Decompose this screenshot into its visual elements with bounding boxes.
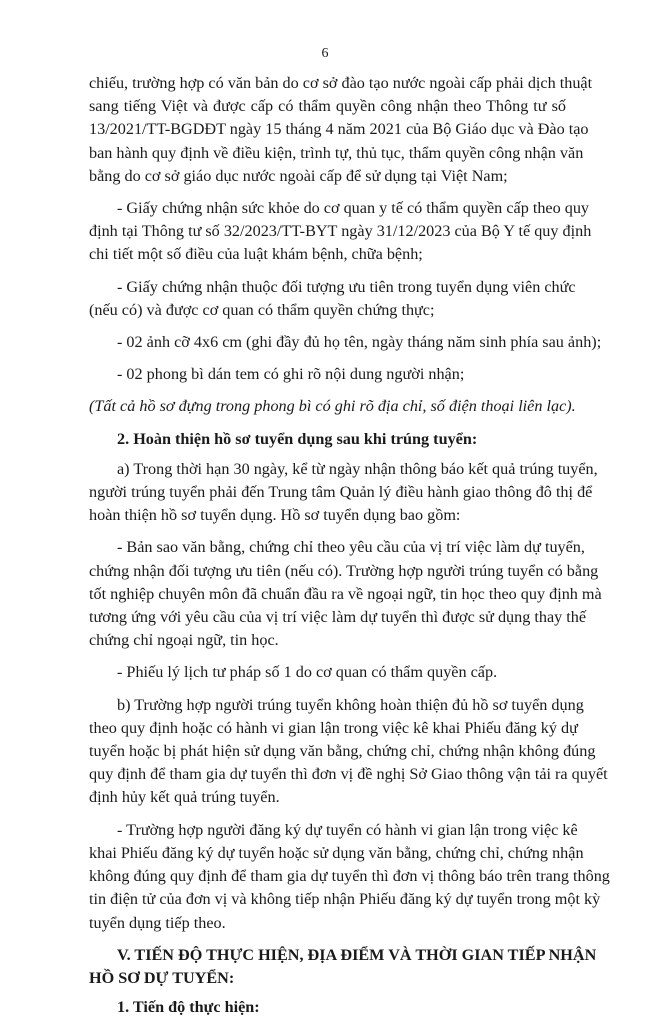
text-line: b) Trường hợp người trúng tuyển không hoàn thiện đủ hồ sơ tuyển dụng (117, 695, 584, 714)
text-line: hoàn thiện hồ sơ tuyển dụng. Hồ sơ tuyển dụng bao gồm: (89, 506, 461, 525)
body-paragraph (89, 197, 592, 267)
text-line: 2. Hoàn thiện hồ sơ tuyển dụng sau khi trúng tuyển: (117, 429, 478, 448)
text-line: - 02 phong bì dán tem có ghi rõ nội dung người nhận; (117, 365, 465, 384)
text-line: - Giấy chứng nhận sức khỏe do cơ quan y tế có thẩm quyền cấp theo quy (117, 199, 590, 218)
body-paragraph (89, 72, 593, 188)
text-line: chứng chỉ ngoại ngữ, tin học. (89, 631, 279, 650)
text-line: bằng do cơ sở giáo dục nước ngoài cấp để sử dụng tại Việt Nam; (89, 166, 508, 185)
subsection-heading (89, 996, 566, 1019)
text-line: - Trường hợp người đăng ký dự tuyển có hành vi gian lận trong việc kê (117, 820, 578, 839)
body-paragraph (89, 331, 602, 354)
text-line: định hủy kết quả trúng tuyển. (89, 788, 280, 807)
body-paragraph (89, 276, 576, 322)
text-line: 13/2021/TT-BGDĐT ngày 15 tháng 4 năm 2021 của Bộ Giáo dục và Đào tạo (89, 120, 589, 139)
subsection-heading (89, 428, 566, 451)
text-line: 1. Tiến độ thực hiện: (117, 998, 260, 1017)
text-line: định tại Thông tư số 32/2023/TT-BYT ngày 31/12/2023 của Bộ Y tế quy định (89, 222, 592, 241)
text-line: không đúng quy định để tham gia dự tuyển thì đơn vị thông báo trên trang thông (89, 867, 610, 886)
text-line: tuyển hoặc bị phát hiện sử dụng văn bằng, chứng chỉ, chứng nhận không đúng (89, 742, 596, 761)
text-line: (nếu có) và được cơ quan có thẩm quyền chứng thực; (89, 300, 435, 319)
text-line: (Tất cả hồ sơ đựng trong phong bì có ghi rõ địa chỉ, số điện thoại liên lạc). (89, 397, 576, 416)
text-line: người trúng tuyển phải đến Trung tâm Quản lý điều hành giao thông đô thị để (89, 483, 593, 502)
text-line: theo quy định hoặc có hành vi gian lận trong việc kê khai Phiếu đăng ký dự (89, 718, 578, 737)
text-line: sang tiếng Việt và được cấp có thẩm quyền công nhận theo Thông tư số (89, 97, 566, 116)
body-paragraph (89, 694, 608, 810)
text-line: - Giấy chứng nhận thuộc đối tượng ưu tiên trong tuyển dụng viên chức (117, 277, 576, 296)
page-number: 6 (321, 46, 329, 61)
body-paragraph (89, 363, 566, 386)
body-paragraph (89, 661, 566, 684)
text-line: tương ứng với yêu cầu của vị trí việc làm dự tuyển thì được sử dụng thay thế (89, 608, 587, 627)
text-line: - Phiếu lý lịch tư pháp số 1 do cơ quan có thẩm quyền cấp. (117, 663, 498, 682)
body-paragraph (89, 536, 602, 652)
text-line: tuyển dụng tiếp theo. (89, 913, 226, 932)
text-line: chiếu, trường hợp có văn bản do cơ sở đào tạo nước ngoài cấp phải dịch thuật (89, 74, 593, 92)
section-heading (89, 944, 597, 990)
body-paragraph (89, 458, 598, 528)
body-paragraph (89, 819, 610, 935)
text-line: - 02 ảnh cỡ 4x6 cm (ghi đầy đủ họ tên, ngày tháng năm sinh phía sau ảnh); (117, 333, 602, 352)
text-line: chi tiết một số điều của luật khám bệnh, chữa bệnh; (89, 245, 423, 264)
text-line: - Bản sao văn bằng, chứng chỉ theo yêu cầu của vị trí việc làm dự tuyển, (117, 538, 585, 557)
text-line: tốt nghiệp chuyên môn đã chuẩn đầu ra về ngoại ngữ, tin học theo quy định mà (89, 584, 602, 603)
text-line: V. TIẾN ĐỘ THỰC HIỆN, ĐỊA ĐIỂM VÀ THỜI GIAN TIẾP NHẬN (117, 945, 597, 964)
document-body (89, 72, 610, 1026)
note-paragraph (89, 395, 576, 418)
text-line: khai Phiếu đăng ký dự tuyển hoặc sử dụng văn bằng, chứng chỉ, chứng nhận (89, 843, 584, 862)
text-line: a) Trong thời hạn 30 ngày, kể từ ngày nhận thông báo kết quả trúng tuyển, (117, 459, 598, 478)
text-line: quy định để tham gia dự tuyển thì đơn vị đề nghị Sở Giao thông vận tải ra quyết (89, 765, 608, 784)
text-line: ban hành quy định về điều kiện, trình tự, thủ tục, thẩm quyền công nhận văn (89, 143, 584, 162)
text-line: tin điện tử của đơn vị và không tiếp nhận Phiếu đăng ký dự tuyển trong một kỳ (89, 890, 601, 909)
text-line: chứng nhận đối tượng ưu tiên (nếu có). Trường hợp người trúng tuyển có bằng (89, 561, 599, 580)
text-line: HỒ SƠ DỰ TUYỂN: (89, 968, 235, 987)
